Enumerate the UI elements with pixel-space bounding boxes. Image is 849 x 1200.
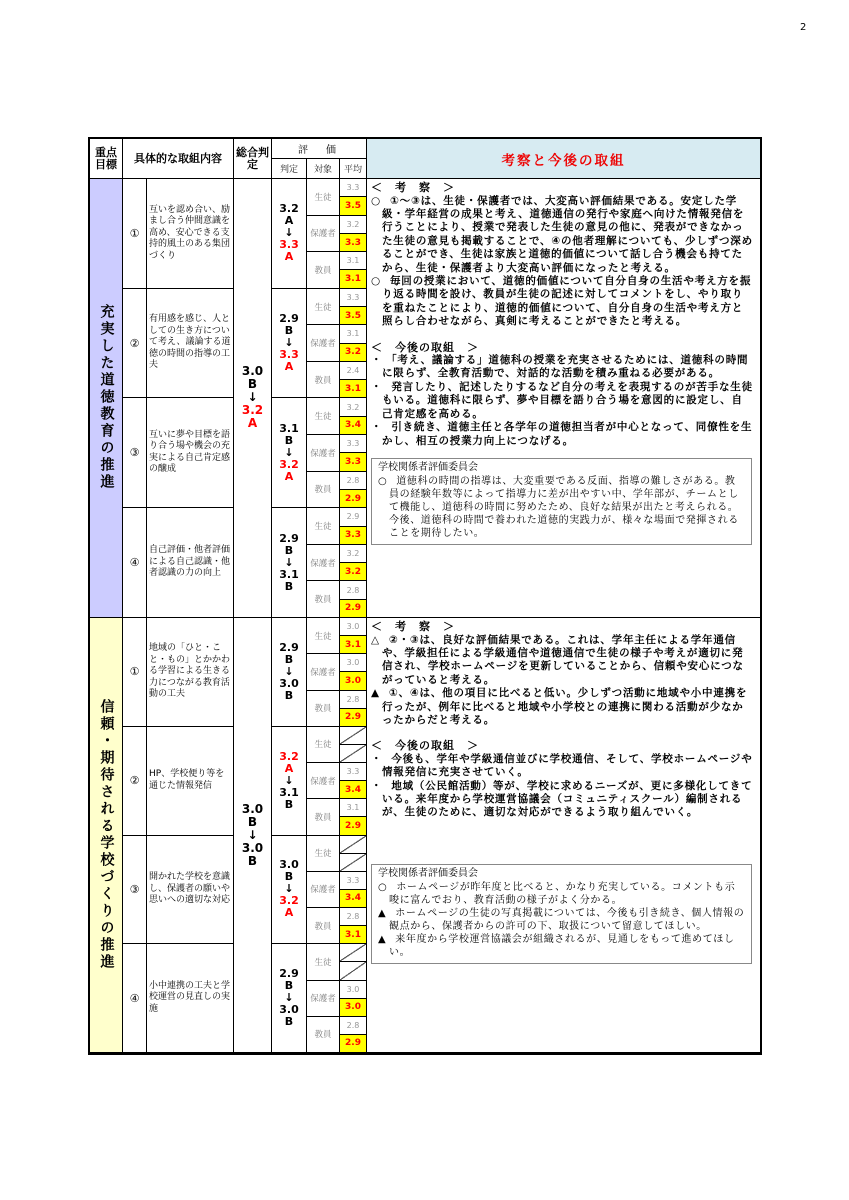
overall-rating: 3.0 B ↓ 3.0 B (234, 618, 272, 1053)
no-data-cell (340, 745, 367, 763)
current-average: 2.9 (340, 490, 367, 508)
section-trusted-school (90, 618, 760, 1053)
prev-average: 3.0 (340, 654, 367, 672)
torikumi-paragraph: ・ 地域（公民館活動）等が、学校に求めるニーズが、更に多様化してきている。来年度から学校運営協議会（コミュニティスクール）編制されるが、生徒のために、適切な対応ができるよう取り組んでいく。 (371, 779, 753, 819)
current-average: 3.4 (340, 781, 367, 799)
prev-average: 2.8 (340, 472, 367, 490)
header-overall-rating: 総合判定 (234, 139, 272, 179)
target-label: 保護者 (307, 763, 340, 799)
current-average: 3.2 (340, 563, 367, 581)
target-label: 教員 (307, 362, 340, 399)
target-label: 生徒 (307, 836, 340, 872)
item-rating: 3.0 B ↓ 3.2 A (272, 836, 307, 945)
item-number: ④ (123, 508, 147, 618)
item-rating: 3.2 A ↓ 3.3 A (272, 179, 307, 289)
current-average: 2.9 (340, 709, 367, 727)
committee-paragraph: ▲ ホームページの生徒の写真掲載については、今後も引き続き、個人情報の観点から、保護者からの許可の下、取扱について留意してほしい。 (378, 907, 745, 932)
item-rating: 2.9 B ↓ 3.0 B (272, 618, 307, 727)
prev-average: 3.3 (340, 435, 367, 453)
target-label: 生徒 (307, 618, 340, 654)
item-number: ② (123, 727, 147, 836)
prev-average: 3.3 (340, 872, 367, 890)
current-average: 3.4 (340, 417, 367, 435)
item-content: 開かれた学校を意識し、保護者の願いや思いへの適切な対応 (147, 836, 234, 945)
item-number: ① (123, 179, 147, 289)
kosatsu-paragraph: ○ ①～③は、生徒・保護者では、大変高い評価結果である。安定した学級・学年経営の成果と考え、道徳通信の発行や家庭へ向けた情報発信を行うことにより、授業で発表した生徒の意見の他に、発表ができなかった生徒の意見も掲載することで、④の他者理解についても、少しずつ深めることができ、生徒は家族と道徳的価値について話し合う機会も持てたから、生徒・保護者より大変高い評価になったと考える。 (371, 194, 753, 274)
analysis-cell (367, 179, 760, 618)
item-content: 互いに夢や目標を語り合う場や機会の充実による自己肯定感の醸成 (147, 398, 234, 508)
prev-average: 3.3 (340, 763, 367, 781)
current-average: 2.9 (340, 1035, 367, 1053)
current-average: 3.4 (340, 890, 367, 908)
committee-title: 学校関係者評価委員会 (378, 461, 478, 473)
current-average: 2.9 (340, 600, 367, 618)
prev-average: 3.3 (340, 179, 367, 197)
header-target: 対象 (307, 159, 340, 179)
prev-average: 3.2 (340, 545, 367, 563)
evaluation-table (88, 137, 762, 1055)
torikumi-paragraph: ・ 「考え、議論する」道徳科の授業を充実させるためには、道徳科の時間に限らず、全教育活動で、対話的な活動を積み重ねる必要がある。 (371, 354, 749, 380)
header-priority-goal: 重点目標 (90, 139, 123, 179)
priority-goal-label: 充実した道徳教育の推進 (90, 179, 123, 618)
target-label: 保護者 (307, 872, 340, 908)
item-number: ② (123, 289, 147, 399)
prev-average: 2.8 (340, 908, 367, 926)
current-average: 3.3 (340, 453, 367, 471)
torikumi-paragraph: ・ 発言したり、記述したりするなど自分の考えを表現するのが苦手な生徒もいる。道徳科に限らず、夢や目標を語り合う場を意図的に設定し、自己肯定感を高める。 (371, 380, 753, 420)
item-content: 有用感を感じ、人としての生き方について考え、議論する道徳の時間の指導の工夫 (147, 289, 234, 399)
current-average: 3.0 (340, 672, 367, 690)
prev-average: 3.2 (340, 398, 367, 416)
current-average: 3.1 (340, 380, 367, 398)
current-average: 3.1 (340, 636, 367, 654)
header-average: 平均 (340, 159, 367, 179)
header-evaluation: 評 価 (272, 139, 367, 159)
target-label: 生徒 (307, 944, 340, 980)
committee-paragraph: ○ ホームページが昨年度と比べると、かなり充実している。コメントも示唆に富んでおり、教育活動の様子がよく分かる。 (378, 881, 736, 906)
item-number: ③ (123, 398, 147, 508)
priority-goal-label: 信頼・期待される学校づくりの推進 (90, 618, 123, 1053)
torikumi-header: ＜ 今後の取組 ＞ (371, 340, 479, 354)
target-label: 保護者 (307, 325, 340, 362)
current-average: 3.3 (340, 527, 367, 545)
current-average: 2.9 (340, 817, 367, 835)
committee-box (371, 864, 752, 964)
prev-average: 2.8 (340, 1017, 367, 1035)
target-label: 教員 (307, 252, 340, 289)
target-label: 教員 (307, 908, 340, 944)
target-label: 生徒 (307, 398, 340, 435)
item-content: HP、学校便り等を通じた情報発信 (147, 727, 234, 836)
target-label: 生徒 (307, 289, 340, 326)
committee-box (371, 458, 752, 545)
prev-average: 3.1 (340, 799, 367, 817)
torikumi-header: ＜ 今後の取組 ＞ (371, 739, 479, 753)
target-label: 保護者 (307, 545, 340, 582)
item-rating: 3.1 B ↓ 3.2 A (272, 398, 307, 508)
table-header-row (90, 139, 760, 179)
prev-average: 3.1 (340, 252, 367, 270)
current-average: 3.3 (340, 234, 367, 252)
current-average: 3.2 (340, 344, 367, 362)
header-analysis: 考察と今後の取組 (367, 139, 760, 179)
item-rating: 2.9 B ↓ 3.1 B (272, 508, 307, 618)
header-rating: 判定 (272, 159, 307, 179)
no-data-cell (340, 944, 367, 962)
target-label: 教員 (307, 1017, 340, 1053)
current-average: 3.1 (340, 270, 367, 288)
kosatsu-header: ＜ 考 察 ＞ (371, 620, 455, 633)
prev-average: 3.1 (340, 325, 367, 343)
item-rating: 3.2 A ↓ 3.1 B (272, 727, 307, 836)
no-data-cell (340, 836, 367, 854)
kosatsu-paragraph: ○ 毎回の授業において、道徳的価値について自分自身の生活や考え方を振り返る時間を設け、教員が生徒の記述に対してコメントをし、やり取りを重ねたことにより、道徳的価値について、自分自身の生活や考え方と照らし合わせながら、真剣に考えることができたと考える。 (371, 274, 752, 328)
torikumi-paragraph: ・ 今後も、学年や学級通信並びに学校通信、そして、学校ホームページや情報発信に充実させていく。 (371, 752, 753, 779)
item-rating: 2.9 B ↓ 3.3 A (272, 289, 307, 399)
prev-average: 3.0 (340, 618, 367, 636)
section-moral-education (90, 179, 760, 618)
item-content: 互いを認め合い、励まし合う仲間意識を高め、安心できる支持的風土のある集団づくり (147, 179, 234, 289)
item-number: ③ (123, 836, 147, 945)
item-content: 地域の「ひと・こと・もの」とかかわる学習による生きる力につながる教育活動の工夫 (147, 618, 234, 727)
torikumi-paragraph: ・ 引き続き、道徳主任と各学年の道徳担当者が中心となって、同僚性を生かし、相互の授業力向上につなげる。 (371, 421, 753, 447)
target-label: 教員 (307, 691, 340, 727)
prev-average: 3.3 (340, 289, 367, 307)
target-label: 保護者 (307, 435, 340, 472)
prev-average: 3.0 (340, 981, 367, 999)
kosatsu-paragraph: ▲ ①、④は、他の項目に比べると低い。少しずつ活動に地域や小中連携を行ったが、例年に比べると地域や小学校との連携に関わる活動が少なかったからだと考える。 (371, 687, 748, 726)
item-rating: 2.9 B ↓ 3.0 B (272, 944, 307, 1053)
current-average: 3.1 (340, 926, 367, 944)
no-data-cell (340, 854, 367, 872)
target-label: 保護者 (307, 981, 340, 1017)
target-label: 保護者 (307, 654, 340, 690)
target-label: 教員 (307, 799, 340, 835)
committee-title: 学校関係者評価委員会 (378, 867, 478, 879)
prev-average: 2.8 (340, 581, 367, 599)
target-label: 生徒 (307, 727, 340, 763)
prev-average: 2.9 (340, 508, 367, 526)
target-label: 生徒 (307, 508, 340, 545)
committee-paragraph: ▲ 来年度から学校運営協議会が組織されるが、見通しをもって進めてほしい。 (378, 933, 735, 958)
page-number: 2 (800, 22, 807, 33)
target-label: 保護者 (307, 216, 340, 253)
target-label: 生徒 (307, 179, 340, 216)
prev-average: 2.8 (340, 691, 367, 709)
analysis-cell (367, 618, 760, 1053)
current-average: 3.0 (340, 999, 367, 1017)
item-content: 小中連携の工夫と学校運営の見直しの実施 (147, 944, 234, 1053)
header-content: 具体的な取組内容 (123, 139, 234, 179)
overall-rating: 3.0 B ↓ 3.2 A (234, 179, 272, 618)
item-content: 自己評価・他者評価による自己認識・他者認識の力の向上 (147, 508, 234, 618)
item-number: ① (123, 618, 147, 727)
no-data-cell (340, 727, 367, 745)
committee-paragraph: ○ 道徳科の時間の指導は、大変重要である反面、指導の難しさがある。教員の経験年数等によって指導力に差が出やすい中、学年部が、チームとして機能し、道徳科の時間に努めたため、良好な結果が出たと考えられる。今後、道徳科の時間で養われた道徳的実践力が、様々な場面で発揮されることを期待したい。 (378, 475, 739, 539)
current-average: 3.5 (340, 197, 367, 215)
target-label: 教員 (307, 581, 340, 618)
current-average: 3.5 (340, 307, 367, 325)
kosatsu-paragraph: △ ②・③は、良好な評価結果である。これは、学年主任による学年通信や、学級担任による学級通信や道徳通信で生徒の様子や考えが適切に発信され、学校ホームページを更新していることから、信頼や安心につながっていると考える。 (371, 633, 744, 686)
prev-average: 2.4 (340, 362, 367, 380)
item-number: ④ (123, 944, 147, 1053)
no-data-cell (340, 962, 367, 980)
kosatsu-header: ＜ 考 察 ＞ (371, 181, 455, 194)
target-label: 教員 (307, 472, 340, 509)
prev-average: 3.2 (340, 216, 367, 234)
